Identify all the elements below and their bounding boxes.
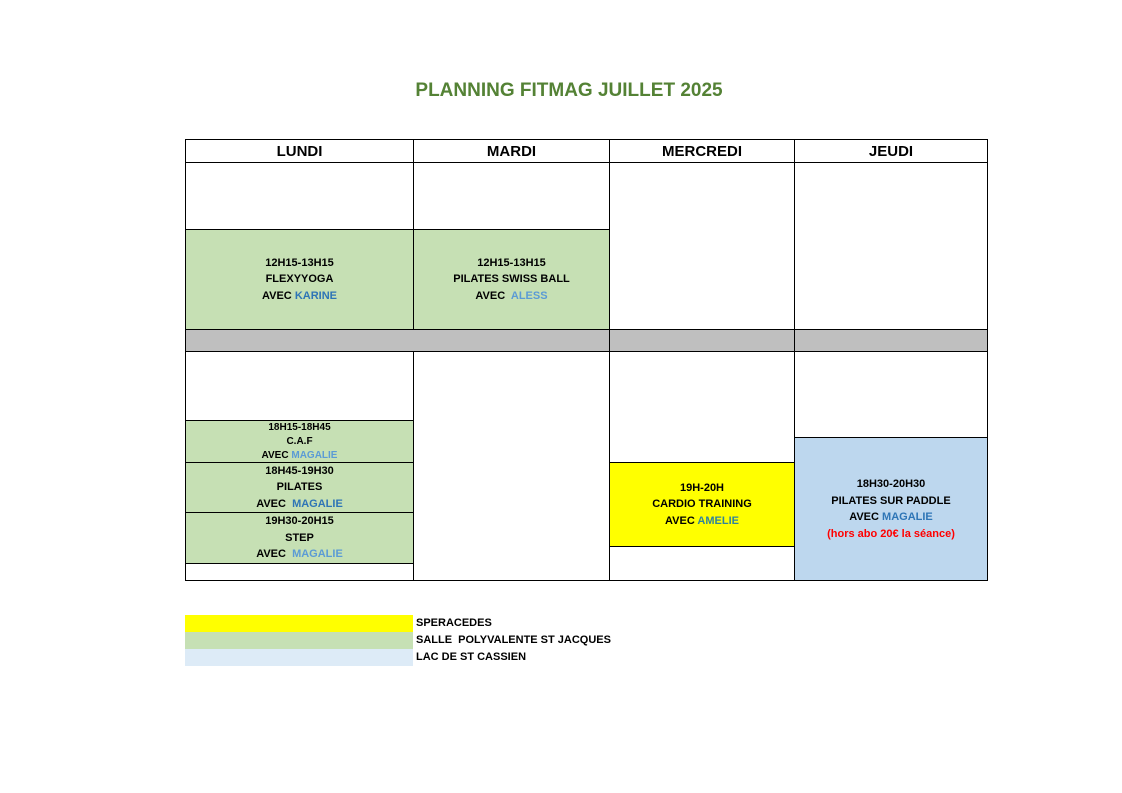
empty-cell xyxy=(185,351,414,421)
event-time: 18H15-18H45 xyxy=(268,421,331,433)
coach-name: MAGALIE xyxy=(291,449,338,461)
event-coach-line xyxy=(256,496,343,513)
event-name: CARDIO TRAINING xyxy=(652,498,752,511)
coach-name: ALESS xyxy=(510,289,548,302)
event-lundi-step xyxy=(185,512,414,564)
empty-cell xyxy=(794,162,988,330)
legend-swatch-salle-st-jacques xyxy=(185,632,413,649)
coach-name: KARINE xyxy=(294,289,337,302)
event-time: 19H30-20H15 xyxy=(265,515,334,528)
event-coach-line xyxy=(262,288,337,305)
event-time: 12H15-13H15 xyxy=(477,256,546,269)
header-lundi: LUNDI xyxy=(185,139,414,163)
avec-label: AVEC xyxy=(256,497,286,510)
legend-swatch-speracedes xyxy=(185,615,413,632)
event-time: 18H30-20H30 xyxy=(856,478,926,490)
legend-label-lac-st-cassien: LAC DE ST CASSIEN xyxy=(416,651,527,663)
empty-cell xyxy=(185,563,414,581)
event-coach-line xyxy=(665,513,739,530)
coach-name: MAGALIE xyxy=(292,548,343,561)
event-lundi-pilates xyxy=(185,462,414,513)
avec-label: AVEC xyxy=(261,449,289,461)
empty-cell xyxy=(185,162,414,230)
event-name: STEP xyxy=(285,531,314,544)
avec-label: AVEC xyxy=(256,548,286,561)
event-coach-line xyxy=(475,288,547,305)
avec-label: AVEC xyxy=(849,511,879,523)
schedule-grid xyxy=(185,139,988,581)
event-coach-line xyxy=(256,546,343,563)
legend-swatch-lac-st-cassien xyxy=(185,649,413,666)
event-mardi-pilates-swiss-ball xyxy=(413,229,610,330)
avec-label: AVEC xyxy=(475,289,506,302)
event-jeudi-paddle xyxy=(794,437,988,581)
empty-cell xyxy=(794,351,988,438)
event-time: 12H15-13H15 xyxy=(265,256,334,269)
header-mardi: MARDI xyxy=(413,139,610,163)
event-lundi-caf xyxy=(185,420,414,463)
event-name: C.A.F xyxy=(286,435,313,447)
empty-cell xyxy=(609,546,795,581)
avec-label: AVEC xyxy=(665,514,695,527)
empty-cell xyxy=(413,351,610,581)
event-coach-line xyxy=(849,509,933,526)
empty-cell xyxy=(609,351,795,463)
separator-row xyxy=(609,329,795,352)
event-note: (hors abo 20€ la séance) xyxy=(827,527,955,540)
avec-label: AVEC xyxy=(262,289,292,302)
event-lundi-flexyyoga xyxy=(185,229,414,330)
page-title: PLANNING FITMAG JUILLET 2025 xyxy=(415,80,723,101)
event-name: PILATES SWISS BALL xyxy=(453,273,570,286)
event-name: FLEXYYOGA xyxy=(265,273,334,286)
legend-label-speracedes: SPERACEDES xyxy=(416,617,492,629)
empty-cell xyxy=(413,162,610,230)
coach-name: AMELIE xyxy=(697,514,739,527)
coach-name: MAGALIE xyxy=(292,497,343,510)
separator-row xyxy=(794,329,988,352)
header-mercredi: MERCREDI xyxy=(609,139,795,163)
coach-name: MAGALIE xyxy=(882,511,933,523)
event-time: 19H-20H xyxy=(679,481,725,494)
event-coach-line xyxy=(262,449,338,463)
separator-row xyxy=(185,329,610,352)
event-mercredi-cardio xyxy=(609,462,795,547)
event-time: 18H45-19H30 xyxy=(265,464,334,477)
header-jeudi: JEUDI xyxy=(794,139,988,163)
legend-label-salle-st-jacques: SALLE POLYVALENTE ST JACQUES xyxy=(416,634,611,646)
empty-cell xyxy=(609,162,795,330)
event-name: PILATES xyxy=(276,481,323,494)
event-name: PILATES SUR PADDLE xyxy=(831,494,951,507)
